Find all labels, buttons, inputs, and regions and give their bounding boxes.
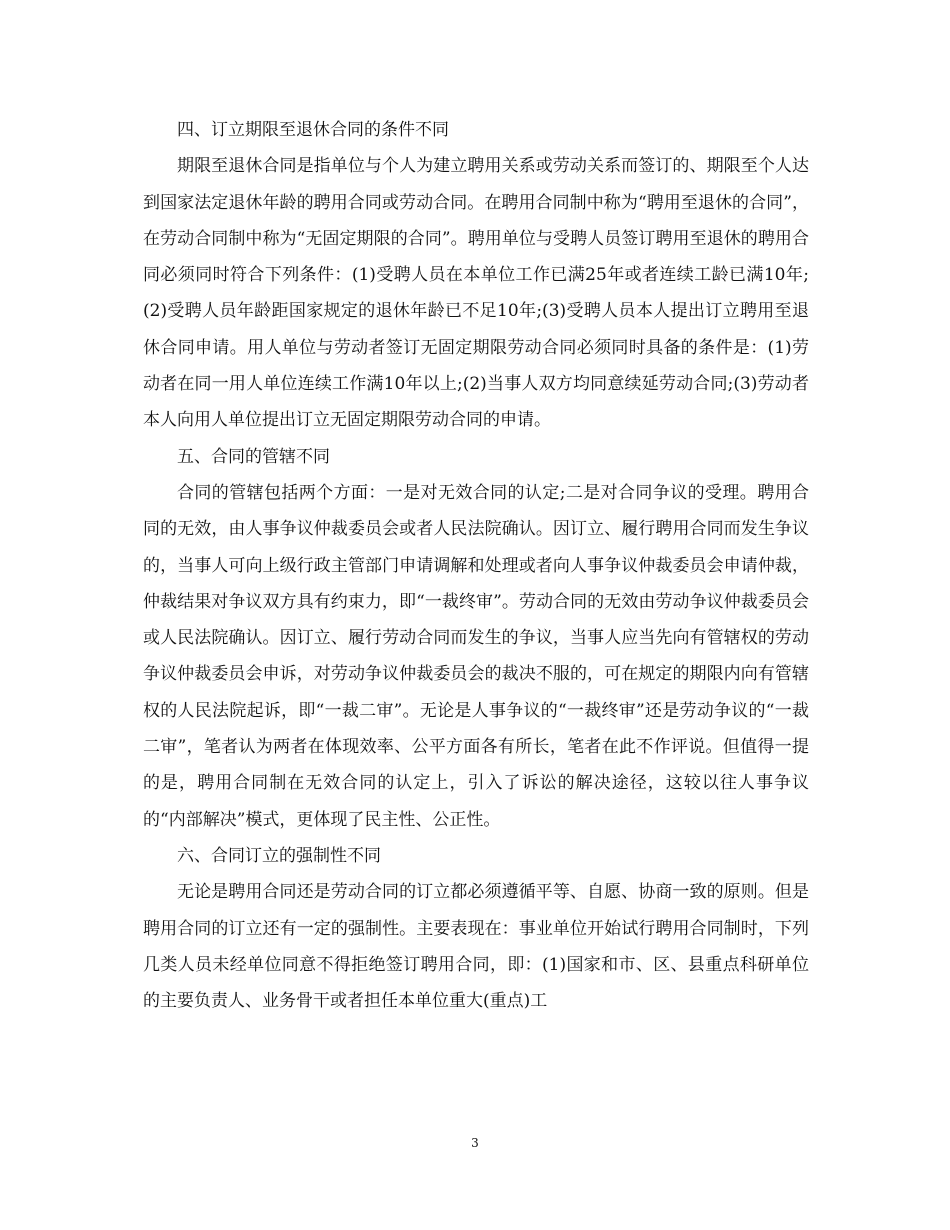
section-heading-five: 五、合同的管辖不同 — [177, 446, 330, 467]
paragraph-retirement-contract: 期限至退休合同是指单位与个人为建立聘用关系或劳动关系而签订的、期限至个人达到国家法定退休年龄的聘用合同或劳动合同。在聘用合同制中称为“聘用至退休的合同”，在劳动合同制中称为“无固定期限的合同”。聘用单位与受聘人员签订聘用至退休的聘用合同必须同时符合下列条件：(1)受聘人员在本单位工作已满25年或者连续工龄已满10年;(2)受聘人员年龄距国家规定的退休年龄已不足10年;(3)受聘人员本人提出订立聘用至退休合同申请。用人单位与劳动者签订无固定期限劳动合同必须同时具备的条件是：(1)劳动者在同一用人单位连续工作满10年以上;(2)当事人双方均同意续延劳动合同;(3)劳动者本人向用人单位提出订立无固定期限劳动合同的申请。 — [143, 156, 809, 431]
paragraph-mandatory: 无论是聘用合同还是劳动合同的订立都必须遵循平等、自愿、协商一致的原则。但是聘用合同的订立还有一定的强制性。主要表现在：事业单位开始试行聘用合同制时，下列几类人员未经单位同意不得拒绝签订聘用合同，即：(1)国家和市、区、县重点科研单位的主要负责人、业务骨干或者担任本单位重大(重点)工 — [143, 882, 809, 1012]
document-body — [143, 112, 809, 1019]
section-heading-four: 四、订立期限至退休合同的条件不同 — [177, 120, 449, 140]
section-heading-six: 六、合同订立的强制性不同 — [177, 845, 381, 866]
paragraph-jurisdiction: 合同的管辖包括两个方面：一是对无效合同的认定;二是对合同争议的受理。聘用合同的无效，由人事争议仲裁委员会或者人民法院确认。因订立、履行聘用合同而发生争议的，当事人可向上级行政主管部门申请调解和处理或者向人事争议仲裁委员会申请仲裁，仲裁结果对争议双方具有约束力，即“一裁终审”。劳动合同的无效由劳动争议仲裁委员会或人民法院确认。因订立、履行劳动合同而发生的争议，当事人应当先向有管辖权的劳动争议仲裁委员会申诉，对劳动争议仲裁委员会的裁决不服的，可在规定的期限内向有管辖权的人民法院起诉，即“一裁二审”。无论是人事争议的“一裁终审”还是劳动争议的“一裁二审”，笔者认为两者在体现效率、公平方面各有所长，笔者在此不作评说。但值得一提的是，聘用合同制在无效合同的认定上，引入了诉讼的解决途径，这较以往人事争议的“内部解决”模式，更体现了民主性、公正性。 — [143, 482, 809, 830]
page-number: 3 — [471, 1136, 479, 1150]
